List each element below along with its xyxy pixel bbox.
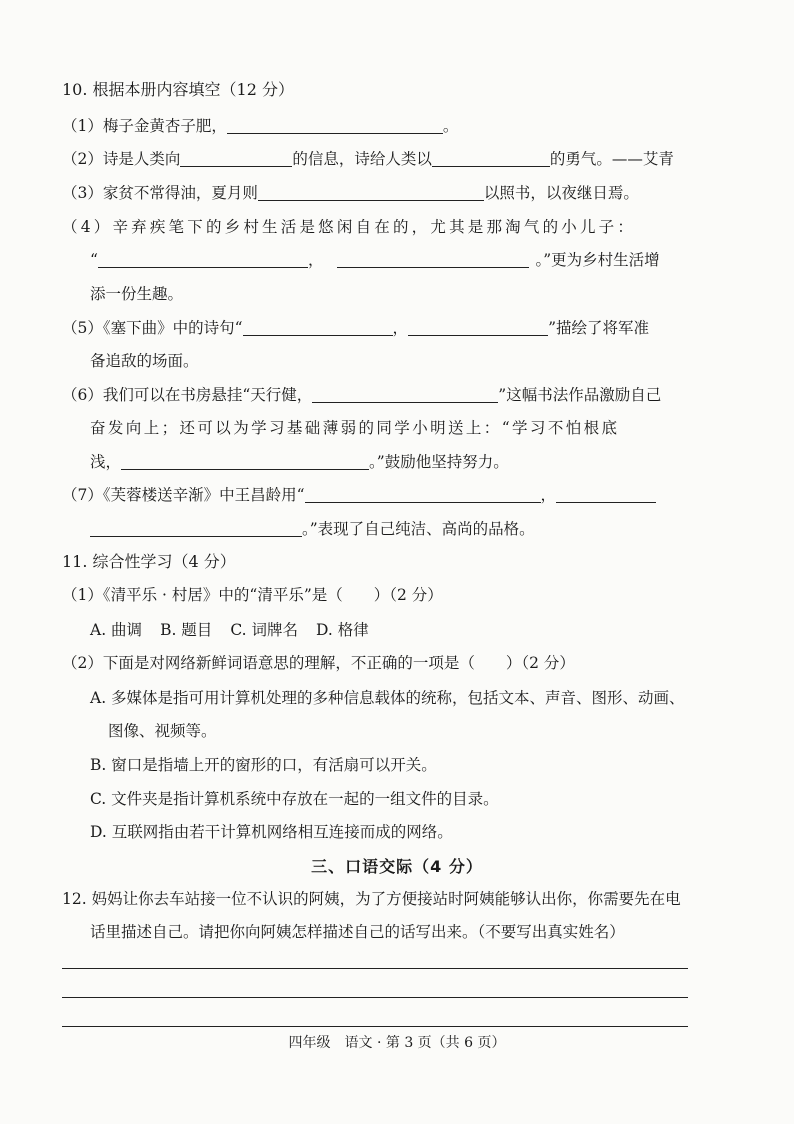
q10-item-2-text-c: 的勇气。——艾青 (549, 150, 674, 168)
q10-item-6-line-3 (90, 451, 734, 473)
blank-6b[interactable] (121, 453, 369, 470)
q12-line-1: 12. 妈妈让你去车站接一位不认识的阿姨，为了方便接站时阿姨能够认出你，你需要先在电 (62, 890, 681, 908)
q11-sub-2: （2）下面是对网络新鲜词语意思的理解，不正确的一项是（ ）（2 分） (62, 654, 575, 672)
q10-item-7-line-2 (90, 518, 734, 540)
blank-4b[interactable] (337, 251, 529, 268)
q10-item-5-line-2: 备追敌的场面。 (90, 352, 199, 370)
q10-item-4-line-2 (90, 249, 734, 271)
q10-item-6-text-c: 浅， (90, 453, 122, 471)
q10-item-6-line-2: 奋发向上；还可以为学习基础薄弱的同学小明送上：“学习不怕根底 (90, 419, 620, 437)
q10-item-1 (62, 115, 734, 137)
q10-item-2 (62, 148, 734, 170)
q10-item-3 (62, 182, 734, 204)
option-c[interactable]: C. 词牌名 (230, 621, 298, 639)
q10-item-5 (62, 317, 734, 339)
answer-line-3[interactable] (62, 1026, 688, 1027)
q10-item-7 (62, 484, 734, 506)
q10-item-6-text-a: （6）我们可以在书房悬挂“天行健， (62, 386, 313, 404)
q12-line-2: 话里描述自己。请把你向阿姨怎样描述自己的话写出来。（不要写出真实姓名） (90, 923, 625, 941)
option-b[interactable]: B. 题目 (160, 621, 213, 639)
comma: ， (392, 319, 409, 337)
q10-item-3-text-b: 以照书，以夜继日焉。 (483, 184, 639, 202)
q10-item-7-text-b: 。”表现了自己纯洁、高尚的品格。 (302, 520, 535, 538)
q11-sub-1-options (90, 619, 734, 641)
q10-item-1-end: 。 (442, 117, 459, 135)
q11-sub-2-option-a-line-1[interactable]: A. 多媒体是指可用计算机处理的多种信息载体的统称，包括文本、声音、图形、动画、 (90, 689, 685, 707)
q10-item-2-text-a: （2）诗是人类向 (62, 150, 181, 168)
q11-sub-2-option-a-line-2: 图像、视频等。 (108, 722, 217, 740)
answer-line-2[interactable] (62, 997, 688, 998)
q11-title: 11. 综合性学习（4 分） (62, 552, 236, 571)
blank-7b[interactable] (556, 486, 656, 503)
comma: ， (307, 251, 324, 269)
q10-item-4-text-end: 。”更为乡村生活增 (535, 251, 660, 269)
q11-sub-2-option-c[interactable]: C. 文件夹是指计算机系统中存放在一起的一组文件的目录。 (90, 790, 499, 808)
q10-item-3-text-a: （3）家贫不常得油，夏月则 (62, 184, 258, 202)
q11-sub-2-option-d[interactable]: D. 互联网指由若干计算机网络相互连接而成的网络。 (90, 823, 453, 841)
page-footer: 四年级 语文 · 第 3 页（共 6 页） (288, 1035, 506, 1051)
q10-item-4-line-1: （4）辛弃疾笔下的乡村生活是悠闲自在的，尤其是那淘气的小儿子： (62, 218, 637, 236)
comma: ， (540, 486, 557, 504)
blank-2a[interactable] (180, 150, 292, 167)
blank-6a[interactable] (312, 386, 498, 403)
answer-line-1[interactable] (62, 968, 688, 969)
q10-title: 10. 根据本册内容填空（12 分） (62, 80, 294, 99)
blank-5b[interactable] (408, 319, 548, 336)
q10-item-7-text-a: （7）《芙蓉楼送辛渐》中王昌龄用“ (62, 486, 305, 504)
section-3-title: 三、口语交际（4 分） (311, 857, 483, 876)
blank-7a[interactable] (305, 486, 541, 503)
blank-1[interactable] (227, 117, 443, 134)
q10-item-4-line-3: 添一份生趣。 (90, 285, 184, 303)
q10-item-1-text: （1）梅子金黄杏子肥， (62, 117, 227, 135)
q10-item-5-text-a: （5）《塞下曲》中的诗句“ (62, 319, 243, 337)
blank-4a[interactable] (98, 251, 308, 268)
open-quote: “ (90, 251, 98, 269)
blank-5a[interactable] (243, 319, 393, 336)
q11-sub-2-option-b[interactable]: B. 窗口是指墙上开的窗形的口，有活扇可以开关。 (90, 756, 437, 774)
q10-item-6-text-b: ”这幅书法作品激励自己 (498, 386, 662, 404)
q11-sub-1: （1）《清平乐 · 村居》中的“清平乐”是（ ）（2 分） (62, 586, 443, 604)
q10-item-6 (62, 384, 734, 406)
blank-7c[interactable] (90, 520, 302, 537)
blank-3[interactable] (258, 184, 484, 201)
q10-item-5-text-c: ”描绘了将军准 (548, 319, 649, 337)
option-d[interactable]: D. 格律 (315, 621, 369, 639)
option-a[interactable]: A. 曲调 (90, 621, 143, 639)
q10-item-6-text-d: 。”鼓励他坚持努力。 (369, 453, 509, 471)
q10-item-2-text-b: 的信息，诗给人类以 (292, 150, 432, 168)
blank-2b[interactable] (432, 150, 550, 167)
